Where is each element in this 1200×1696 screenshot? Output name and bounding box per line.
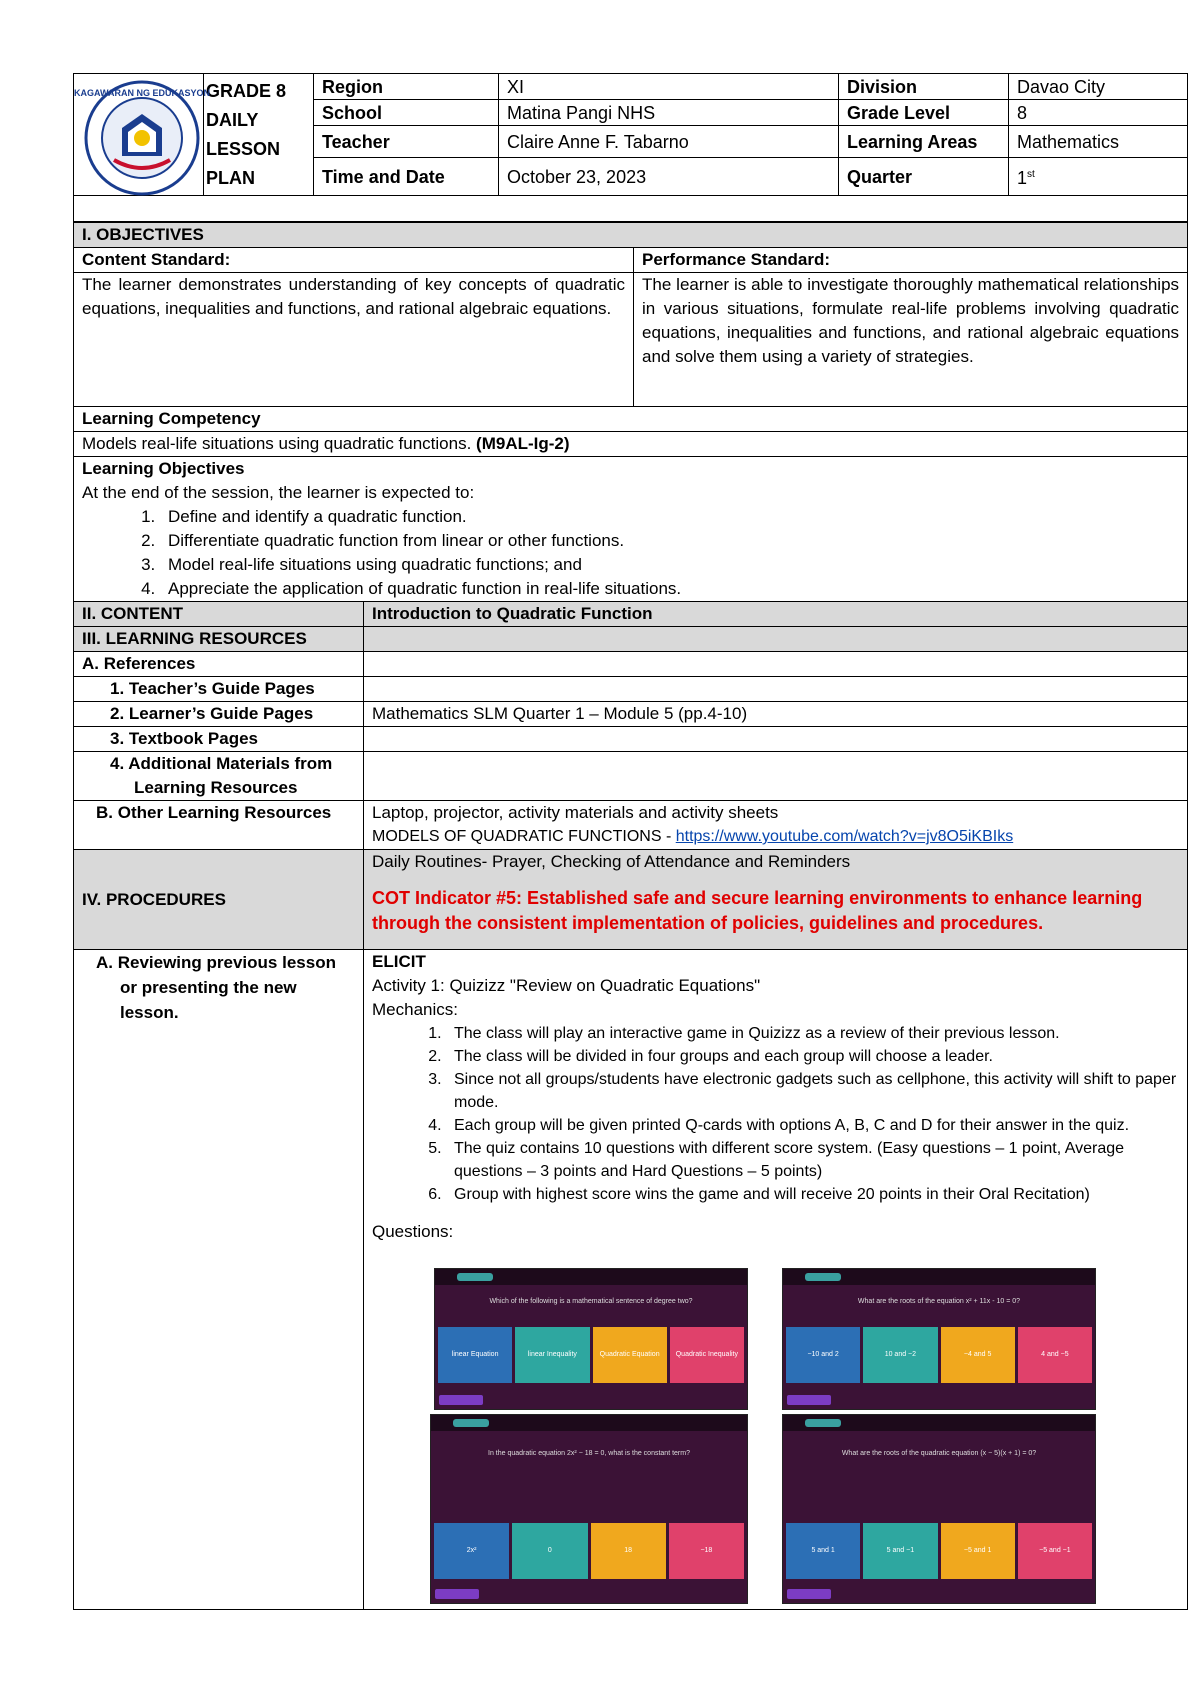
cot-indicator: COT Indicator #5: Established safe and secure learning environments to enhance learning through the consistent implementation of policies, guidelines and procedures.: [372, 888, 1143, 933]
dlp-line-4: PLAN: [206, 167, 255, 188]
content-standard-text: The learner demonstrates understanding of key concepts of quadratic equations, inequalities and functions, and rational algebraic equations.: [74, 273, 634, 407]
elicit-heading: ELICIT: [372, 952, 426, 971]
resources-heading: III. LEARNING RESOURCES: [74, 627, 364, 652]
performance-standard-label: Performance Standard:: [634, 248, 1188, 273]
questions-label: Questions:: [372, 1222, 454, 1241]
am-label: 4. Additional Materials from Learning Resources: [74, 752, 364, 801]
youtube-link[interactable]: https://www.youtube.com/watch?v=jv8O5iKBIks: [675, 828, 1014, 845]
lesson-plan-page: [73, 73, 1187, 1610]
other-resources-value: Laptop, projector, activity materials and activity sheets MODELS OF QUADRATIC FUNCTIONS - https://www.youtube.com/watch?v=jv8O5iKBIks: [364, 801, 1188, 850]
quarter-value: 1st: [1009, 158, 1188, 196]
procedures-intro: Daily Routines- Prayer, Checking of Attendance and Reminders COT Indicator #5: Established safe and secure learning environments to enhance learning through the consistent implementation of policies, guidelines and procedures.: [364, 850, 1188, 950]
division-value: Davao City: [1009, 74, 1188, 100]
activity-title: Activity 1: Quizizz "Review on Quadratic Equations": [372, 976, 761, 995]
school-label: School: [314, 100, 499, 126]
header-table: [73, 73, 1188, 222]
region-label: Region: [314, 74, 499, 100]
grade-level-value: 8: [1009, 100, 1188, 126]
grade-level-label: Grade Level: [839, 100, 1009, 126]
mechanic-step: 1. The class will play an interactive game in Quizizz as a review of their previous lesson.: [446, 1022, 1179, 1045]
competency-label: Learning Competency: [74, 407, 1188, 432]
lo-item: 3. Model real-life situations using quadratic functions; and: [160, 553, 1179, 577]
dlp-line-2: DAILY: [206, 109, 259, 130]
mechanic-step: 3. Since not all groups/students have electronic gadgets such as cellphone, this activity will shift to paper mode.: [446, 1068, 1179, 1114]
lo-item: 4. Appreciate the application of quadratic function in real-life situations.: [160, 577, 1179, 601]
lg-label: 2. Learner’s Guide Pages: [74, 702, 364, 727]
quarter-label: Quarter: [839, 158, 1009, 196]
time-date-label: Time and Date: [314, 158, 499, 196]
mechanic-step: 4. Each group will be given printed Q-cards with options A, B, C and D for their answer in the quiz.: [446, 1114, 1179, 1137]
time-date-value: October 23, 2023: [499, 158, 839, 196]
deped-logo: [73, 74, 211, 196]
spacer-row: [74, 196, 1188, 222]
region-value: XI: [499, 74, 839, 100]
deped-seal-icon: [73, 80, 211, 196]
mechanic-step: 6. Group with highest score wins the game and will receive 20 points in their Oral Recitation): [446, 1183, 1179, 1206]
tg-label: 1. Teacher’s Guide Pages: [74, 677, 364, 702]
learning-objectives: [74, 457, 1188, 602]
procedures-heading: IV. PROCEDURES: [74, 850, 364, 950]
lo-item: 2. Differentiate quadratic function from linear or other functions.: [160, 529, 1179, 553]
tb-label: 3. Textbook Pages: [74, 727, 364, 752]
mechanics-label: Mechanics:: [372, 1000, 458, 1019]
dlp-line-1: GRADE 8: [206, 80, 287, 101]
quiz-screenshot-4: What are the roots of the quadratic equation (x − 5)(x + 1) = 0? 5 and 1 5 and −1 −5 and 1 −5 and −1: [782, 1414, 1096, 1604]
performance-standard-text: The learner is able to investigate thoroughly mathematical relationships in various situations, formulate real-life problems involving quadratic equations, inequalities and functions, and rational algebraic equations and solve them using a variety of strategies.: [634, 273, 1188, 407]
mechanic-step: 2. The class will be divided in four groups and each group will choose a leader.: [446, 1045, 1179, 1068]
objectives-table: [73, 222, 1188, 1610]
competency-text: Models real-life situations using quadratic functions. (M9AL-Ig-2): [74, 432, 1188, 457]
step-a-label: A. Reviewing previous lesson or presenting the new lesson.: [74, 950, 364, 1610]
learning-areas-label: Learning Areas: [839, 126, 1009, 158]
step-a-content: [364, 950, 1188, 1610]
other-resources-label: B. Other Learning Resources: [74, 801, 364, 850]
references-label: A. References: [74, 652, 364, 677]
lo-intro: At the end of the session, the learner is expected to:: [82, 483, 475, 502]
mechanic-step: 5. The quiz contains 10 questions with different score system. (Easy questions – 1 point, Average questions – 3 points and Hard Questions – 5 points): [446, 1137, 1179, 1183]
dlp-title: [204, 74, 314, 196]
dlp-line-3: LESSON: [206, 138, 281, 159]
lo-item: 1. Define and identify a quadratic function.: [160, 505, 1179, 529]
content-value: Introduction to Quadratic Function: [364, 602, 1188, 627]
content-standard-label: Content Standard:: [74, 248, 634, 273]
quiz-screenshot-1: Which of the following is a mathematical sentence of degree two? linear Equation linear Inequality Quadratic Equation Quadratic Inequality: [434, 1268, 748, 1410]
content-heading: II. CONTENT: [74, 602, 364, 627]
lo-label: Learning Objectives: [82, 459, 245, 478]
learning-areas-value: Mathematics: [1009, 126, 1188, 158]
lg-value: Mathematics SLM Quarter 1 – Module 5 (pp.4-10): [364, 702, 1188, 727]
division-label: Division: [839, 74, 1009, 100]
quiz-screenshot-2: What are the roots of the equation x² + 11x - 10 = 0? −10 and 2 10 and −2 −4 and 5 4 and −5: [782, 1268, 1096, 1410]
school-value: Matina Pangi NHS: [499, 100, 839, 126]
objectives-heading: I. OBJECTIVES: [74, 223, 1188, 248]
quiz-screenshot-3: In the quadratic equation 2x² − 18 = 0, what is the constant term? 2x² 0 18 −18: [430, 1414, 748, 1604]
svg-text:KAGAWARAN NG EDUKASYON: KAGAWARAN NG EDUKASYON: [73, 88, 211, 98]
teacher-label: Teacher: [314, 126, 499, 158]
teacher-value: Claire Anne F. Tabarno: [499, 126, 839, 158]
